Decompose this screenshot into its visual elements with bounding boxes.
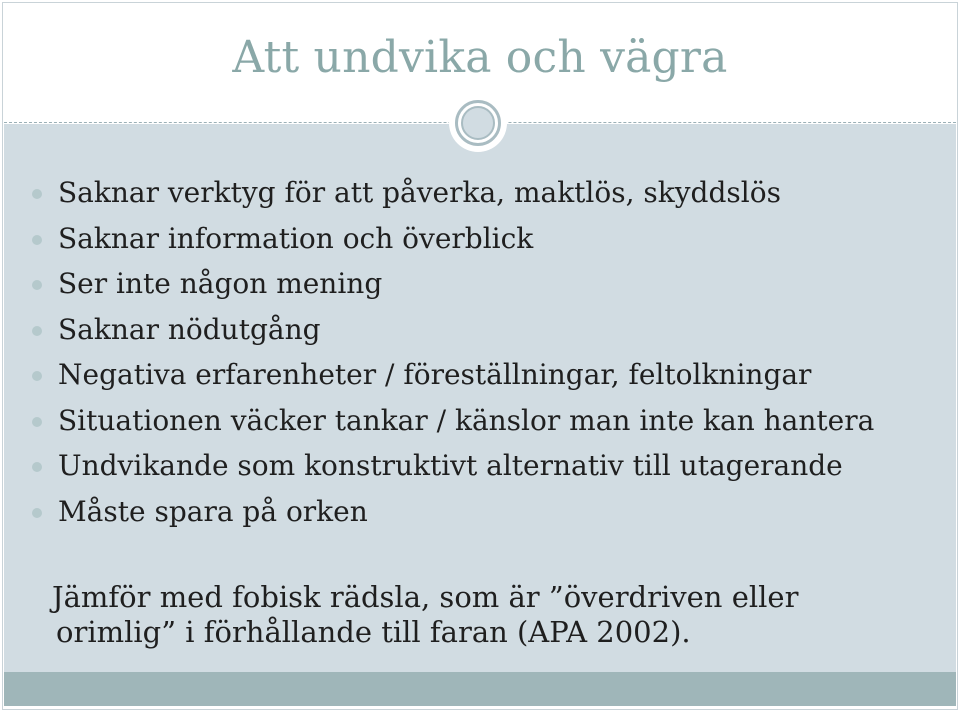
- bullet-text: Saknar information och överblick: [58, 221, 534, 255]
- bullet-item: [30, 170, 874, 216]
- bullet-item: [30, 307, 874, 353]
- bullet-text: Saknar nödutgång: [58, 312, 321, 346]
- bullet-icon: [32, 371, 42, 381]
- bullet-text: Ser inte någon mening: [58, 267, 383, 300]
- bullet-icon: [32, 326, 42, 336]
- bullet-icon: [32, 235, 42, 245]
- bullet-icon: [32, 280, 42, 290]
- bullet-text: Saknar verktyg för att påverka, maktlös, skyddslös: [58, 176, 781, 209]
- bullet-list: [30, 170, 874, 534]
- bullet-text: Negativa erfarenheter / föreställningar, feltolkningar: [58, 358, 812, 391]
- footer-band: [4, 672, 956, 706]
- note-line-1: Jämför med fobisk rädsla, som är ”överdriven eller: [52, 580, 799, 614]
- bullet-icon: [32, 417, 42, 427]
- bullet-icon: [32, 189, 42, 199]
- bullet-text: Undvikande som konstruktivt alternativ till utagerande: [58, 449, 843, 482]
- bullet-text: Måste spara på orken: [58, 494, 368, 528]
- bullet-item: [30, 352, 874, 398]
- bullet-item: [30, 489, 874, 535]
- bullet-item: [30, 216, 874, 262]
- bullet-icon: [32, 462, 42, 472]
- bullet-icon: [32, 508, 42, 518]
- bullet-text: Situationen väcker tankar / känslor man inte kan hantera: [58, 403, 875, 437]
- circle-ring-ornament-icon: [449, 94, 507, 152]
- bullet-item: [30, 443, 874, 489]
- comparison-note: [52, 580, 798, 650]
- ornament-inner-circle: [461, 106, 495, 140]
- slide-title: Att undvika och vägra: [232, 32, 728, 83]
- note-line-2: orimlig” i förhållande till faran (APA 2002).: [56, 615, 691, 649]
- bullet-item: [30, 261, 874, 307]
- bullet-item: [30, 398, 874, 444]
